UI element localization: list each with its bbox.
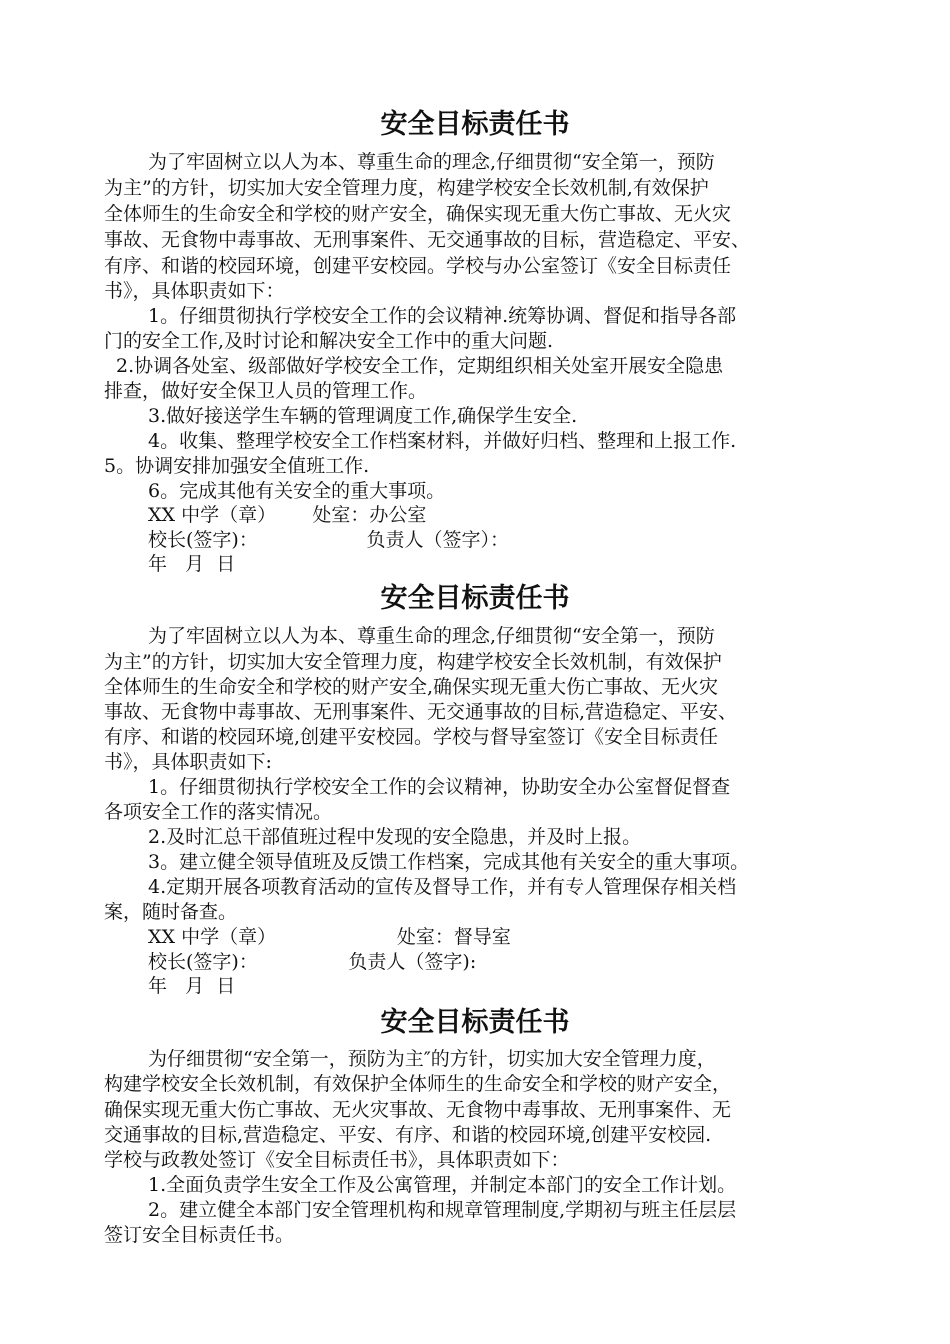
paragraph-line: 有序、和谐的校园环境,创建平安校园。学校与督导室签订《安全目标责任 xyxy=(104,726,719,748)
section-3-title: 安全目标责任书 xyxy=(380,1007,570,1038)
paragraph-line: 为仔细贯彻“安全第一，预防为主″的方针，切实加大安全管理力度， xyxy=(148,1048,716,1070)
list-item: 3.做好接送学生车辆的管理调度工作,确保学生安全. xyxy=(148,405,578,427)
paragraph-line: 有序、和谐的校园环境，创建平安校园。学校与办公室签订《安全目标责任 xyxy=(104,255,732,277)
signature-line: 校长(签字)： 负责人（签字): xyxy=(148,951,477,973)
signature-line: XX 中学（章） 处室：督导室 xyxy=(148,926,511,948)
paragraph-line: 为了牢固树立以人为本、尊重生命的理念,仔细贯彻“安全第一，预防 xyxy=(148,625,715,647)
signature-line: 校长(签字)： 负责人（签字）： xyxy=(148,529,510,551)
paragraph-line: 事故、无食物中毒事故、无刑事案件、无交通事故的目标，营造稳定、平安、 xyxy=(104,229,751,251)
list-item: 2。建立健全本部门安全管理机构和规章管理制度,学期初与班主任层层 xyxy=(148,1199,737,1221)
paragraph-line: 签订安全目标责任书。 xyxy=(104,1224,295,1246)
list-item: 4。收集、整理学校安全工作档案材料，并做好归档、整理和上报工作. xyxy=(148,430,737,452)
paragraph-line: 全体师生的生命安全和学校的财产安全，确保实现无重大伤亡事故、无火灾 xyxy=(104,203,732,225)
section-1-title: 安全目标责任书 xyxy=(380,109,570,140)
paragraph-line: 各项安全工作的落实情况。 xyxy=(104,801,333,823)
paragraph-line: 为主”的方针，切实加大安全管理力度，构建学校安全长效机制,有效保护 xyxy=(104,177,709,199)
paragraph-line: 学校与政教处签订《安全目标责任书》，具体职责如下： xyxy=(104,1149,570,1171)
paragraph-line: 事故、无食物中毒事故、无刑事案件、无交通事故的目标,营造稳定、平安、 xyxy=(104,701,738,723)
paragraph-line: 全体师生的生命安全和学校的财产安全,确保实现无重大伤亡事故、无火灾 xyxy=(104,676,719,698)
list-item: 2.及时汇总干部值班过程中发现的安全隐患，并及时上报。 xyxy=(148,826,642,848)
list-item: 2.协调各处室、级部做好学校安全工作，定期组织相关处室开展安全隐患 xyxy=(116,355,724,377)
list-item: 3。建立健全领导值班及反馈工作档案，完成其他有关安全的重大事项。 xyxy=(148,851,750,873)
date-line: 年 月 日 xyxy=(148,975,236,997)
paragraph-line: 案，随时备查。 xyxy=(104,901,238,923)
paragraph-line: 为了牢固树立以人为本、尊重生命的理念,仔细贯彻“安全第一，预防 xyxy=(148,151,715,173)
paragraph-line: 书》，具体职责如下: xyxy=(104,751,272,773)
paragraph-line: 为主”的方针，切实加大安全管理力度，构建学校安全长效机制，有效保护 xyxy=(104,651,722,673)
date-line: 年 月 日 xyxy=(148,553,236,575)
paragraph-line: 排查，做好安全保卫人员的管理工作。 xyxy=(104,380,428,402)
signature-line: XX 中学（章） 处室：办公室 xyxy=(148,504,427,526)
list-item: 1。仔细贯彻执行学校安全工作的会议精神.统筹协调、督促和指导各部 xyxy=(148,305,737,327)
list-item: 6。完成其他有关安全的重大事项。 xyxy=(148,480,446,502)
list-item: 1。仔细贯彻执行学校安全工作的会议精神，协助安全办公室督促督查 xyxy=(148,776,731,798)
paragraph-line: 书》，具体职责如下： xyxy=(104,280,285,302)
paragraph-line: 构建学校安全长效机制，有效保护全体师生的生命安全和学校的财产安全， xyxy=(104,1073,732,1095)
list-item: 5。协调安排加强安全值班工作. xyxy=(104,455,370,477)
paragraph-line: 门的安全工作,及时讨论和解决安全工作中的重大问题. xyxy=(104,330,554,352)
paragraph-line: 交通事故的目标,营造稳定、平安、有序、和谐的校园环境,创建平安校园. xyxy=(104,1124,712,1146)
paragraph-line: 确保实现无重大伤亡事故、无火灾事故、无食物中毒事故、无刑事案件、无 xyxy=(104,1099,732,1121)
section-2-title: 安全目标责任书 xyxy=(380,583,570,614)
list-item: 4.定期开展各项教育活动的宣传及督导工作，并有专人管理保存相关档 xyxy=(148,876,737,898)
list-item: 1.全面负责学生安全工作及公寓管理，并制定本部门的安全工作计划。 xyxy=(148,1174,737,1196)
